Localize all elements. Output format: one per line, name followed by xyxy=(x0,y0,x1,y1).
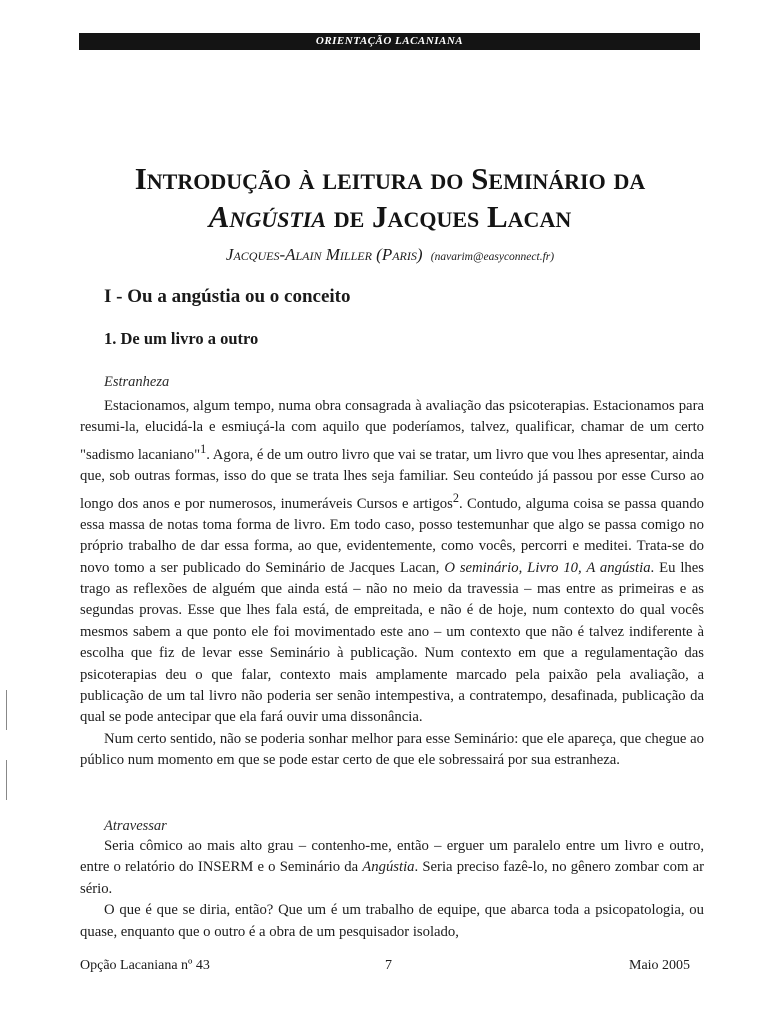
text-run: . Agora, é de um outro livro que vai se tratar, um livro que vou lhes apresentar, ainda que, sob outras formas, isso do que se trata lhes seja familiar. Seu conteúdo já passou por esse Curso ao longo dos anos e por numerosos, inumeráveis Cursos e artigos xyxy=(80,446,705,512)
footer-date: Maio 2005 xyxy=(629,958,691,973)
subhead-atravessar: Atravessar xyxy=(104,818,167,834)
scan-artifact xyxy=(6,760,7,800)
paragraph xyxy=(80,836,704,900)
footnote-ref-1[interactable]: 1 xyxy=(200,441,207,456)
author-email[interactable]: (navarim@easyconnect.fr) xyxy=(430,251,555,263)
scan-artifact xyxy=(6,690,7,730)
footer-journal: Opção Lacaniana nº 43 xyxy=(80,958,210,973)
subsection-heading: 1. De um livro a outro xyxy=(104,329,259,348)
author-line xyxy=(80,245,700,265)
author-name: Jacques-Alain Miller (Paris) xyxy=(225,245,423,264)
text-run: . Seria preciso fazê-lo, no gênero zombar com ar sério. xyxy=(80,859,704,897)
title-line-2-rest: de Jacques Lacan xyxy=(326,199,572,234)
title-line-2 xyxy=(80,198,700,236)
footnote-ref-2[interactable]: 2 xyxy=(452,490,459,505)
article-title xyxy=(80,160,700,236)
title-line-1: Introdução à leitura do Seminário da xyxy=(134,161,646,196)
body-block-1 xyxy=(80,396,704,772)
footer-page-number: 7 xyxy=(385,958,392,973)
body-block-2 xyxy=(80,836,704,943)
text-run: . Contudo, alguma coisa se passa quando essa massa de notas toma forma de livro. Em todo caso, posso testemunhar que algo se passa comigo no próprio trabalho de dar essa forma, ao que, evidentemente, como vocês, percorri e meditei. Trata-se do novo tomo a ser publicado do Seminário de Jacques Lacan, xyxy=(80,495,705,576)
text-run: Seria cômico ao mais alto grau – contenho-me, então – erguer um paralelo entre um livro e outro, entre o relatório do INSERM e o Seminário da xyxy=(80,838,704,876)
text-run: . Eu lhes trago as reflexões de alguém que ainda está – não no meio da travessia – mas entre as primeiras e as segundas provas. Esse que lhes fala está, de empreitada, e não é de hoje, num contexto do qual vocês mesmos sabem a que ponto ele foi movimentado este ano – um contexto que não é talvez indiferente à escolha que fiz de levar esse Seminário à publicação. Num contexto em que a regulamentação das psicoterapias deu o que falar, contexto mais amplamente marcado pela paixão pela avaliação, a publicação de um tal livro não poderia ser senão intempestiva, a contratempo, desafinada, publicação da qual se pode antecipar que ela fará ouvir uma dissonância. xyxy=(80,559,704,726)
text-run: Estacionamos, algum tempo, numa obra consagrada à avaliação das psicoterapias. Estacionamos para resumi-la, elucidá-la e esmiuçá-la com aquilo que poderíamos, talvez, qualificar, chamar de um certo "sadismo lacaniano" xyxy=(80,398,704,463)
running-header: ORIENTAÇÃO LACANIANA xyxy=(79,33,700,50)
paragraph: O que é que se diria, então? Que um é um trabalho de equipe, que abarca toda a psicopatologia, ou quase, enquanto que o outro é a obra de um pesquisador isolado, xyxy=(80,902,704,940)
subhead-estranheza: Estranheza xyxy=(104,374,170,390)
section-heading: I - Ou a angústia ou o conceito xyxy=(104,286,351,307)
book-title: O seminário, Livro 10, A angústia xyxy=(444,559,651,576)
italic-title: Angústia xyxy=(362,859,415,876)
title-italic-word: Angústia xyxy=(208,199,326,234)
paragraph xyxy=(80,396,704,729)
paragraph: Num certo sentido, não se poderia sonhar melhor para esse Seminário: que ele apareça, que chegue ao público num momento em que se pode estar certo de que ele sobressairá por sua estranheza. xyxy=(80,730,704,769)
